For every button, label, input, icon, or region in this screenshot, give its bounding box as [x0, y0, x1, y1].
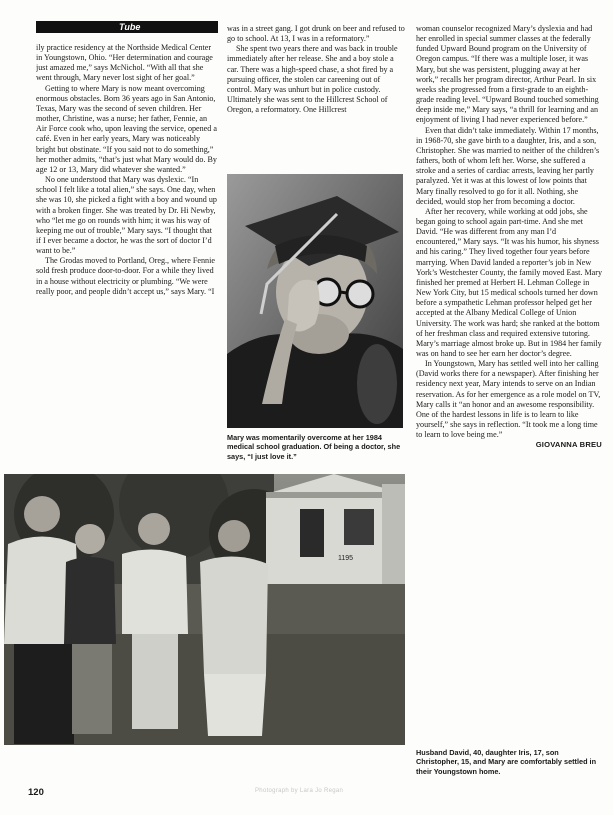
paragraph: woman counselor recognized Mary’s dyslexia and had her enrolled in special summer classes at the federally funded Upward Bound program on the University of Oregon campus. “If there was a multiple loser, it was Mary, but she was persistent, plugging away at her work,” recalls her program director, Arthur Pearl. In six weeks she progressed from a first-grade to an eighth-grade reading level. “Upward Bound touched something deep inside me,” Mary says, “a thrill for learning and an enjoyment of living I had never experienced before.”	[416, 24, 599, 125]
article-column-2	[227, 24, 405, 174]
family-photo-caption: Husband David, 40, daughter Iris, 17, son Christopher, 15, and Mary are comfortably settled in their Youngstown home.	[416, 748, 597, 776]
paragraph: In Youngstown, Mary has settled well into her calling (David works there for a newspaper). After finishing her residency next year, Mary intends to serve on an Indian reservation. As for her emergence as a role model on TV, Mary calls it “an honor and an awesome responsibility. One of the hardest lessons in life is to learn to like yourself,” she says in reflection. “It took me a long time to learn to love being me.”	[416, 359, 601, 440]
graduation-photo-caption: Mary was momentarily overcome at her 1984 medical school graduation. Of being a doctor, she says, “I just love it.”	[227, 433, 401, 461]
house-number: 1195	[338, 555, 354, 562]
section-tag-label: Tube	[119, 22, 141, 32]
paragraph: She spent two years there and was back in trouble immediately after her release. She and a boy stole a car. There was a high-speed chase, a shot fired by a pursuing officer, the stolen car careening out of control. Mary was unhurt but in police custody. Ultimately she was sent to the Hillcrest School of Oregon, a reformatory. One Hillcrest	[227, 44, 398, 115]
graduation-photo	[227, 174, 403, 428]
graduation-photo-image	[227, 174, 403, 428]
paragraph: No one understood that Mary was dyslexic. “In school I felt like a total alien,” she says. One day, when she was 10, she picked a fight with a boy and wound up with a broken finger. She was treated by Dr. Hi Newby, who “let me go on rounds with him; it was his way of keeping me out of trouble,” Mary says. “I thought that if I ever became a doctor, he was the sort of doctor I’d want to be.”	[36, 175, 217, 256]
photo-credit: Photograph by Lara Jo Regan	[255, 788, 344, 794]
family-photo	[4, 474, 405, 745]
paragraph: ily practice residency at the Northside Medical Center in Youngstown, Ohio. “Her determination and courage just amazed me,” says McNichol. “With all that she went through, Mary never lost sight of her goal.”	[36, 43, 213, 83]
article-column-1	[36, 43, 218, 475]
paragraph: The Grodas moved to Portland, Oreg., where Fennie sold fresh produce door-to-door. For a while they lived in a house without electricity or plumbing. “We were really poor, and people didn’t accept us,” says Mary. “I	[36, 256, 215, 296]
byline: GIOVANNA BREU	[535, 440, 602, 450]
section-tag	[36, 21, 218, 33]
paragraph: Even that didn’t take immediately. Within 17 months, in 1968-70, she gave birth to a daughter, Iris, and a son, Christopher. She was married to neither of the children’s fathers, both of whom left her. Worse, she suffered a stroke and a series of cardiac arrests, leaving her partly paralyzed. Yet it was at this lowest of low points that Mary finally resolved to go for it all. Nothing, she decided, would stop her from becoming a doctor.	[416, 125, 600, 206]
paragraph: Getting to where Mary is now meant overcoming enormous obstacles. Born 36 years ago in San Antonio, Texas, Mary was the second of seven children. Her mother, Christine, was a nurse; her father, Fennie, an Air Force cook who, upon leaving the service, opened a café. Even in her early years, Mary was noticeably bright but obstinate. “If you said not to do something,” her mother admits, “that’s just what Mary would do. By age 12 or 13, Mary did whatever she wanted.”	[36, 83, 217, 174]
family-photo-image	[4, 474, 405, 745]
article-column-3	[416, 24, 602, 741]
page-number: 120	[28, 787, 44, 798]
paragraph: was in a street gang. I got drunk on beer and refused to go to school. At 13, I was in a reformatory.”	[227, 24, 405, 44]
paragraph: After her recovery, while working at odd jobs, she began going to school again part-time. And she met David. “He was different from any man I’d encountered,” Mary says. “It was his humor, his shyness and his caring.” They lived together four years before marrying. When David landed a reporter’s job in New York’s Westchester County, the family moved East. Mary finished her premed at Herbert H. Lehman College in New York City, but 15 medical schools turned her down before a sympathetic Lehman professor helped get her accepted at the Albany Medical College of Union University. The work was hard; she ranked at the bottom of her freshman class and required extensive tutoring. Mary’s marriage almost broke up. But in 1984 her family was on hand to see her earn her doctor’s degree.	[416, 206, 602, 358]
